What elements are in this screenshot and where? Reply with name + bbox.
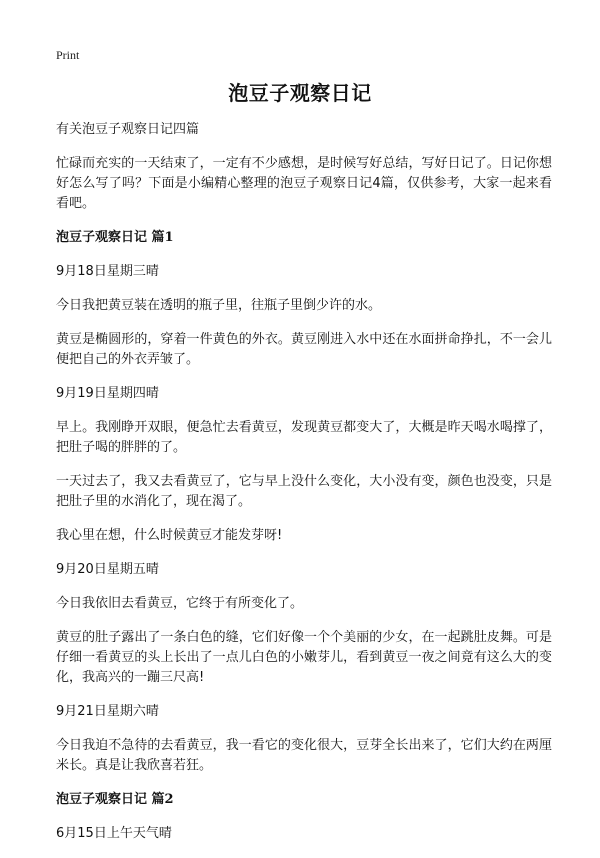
entry-date: 9月18日星期三晴 [56, 264, 159, 279]
section-heading-1: 泡豆子观察日记 篇1 [56, 230, 174, 245]
document-title: 泡豆子观察日记 [228, 81, 372, 105]
entry-paragraph: 我心里在想，什么时候黄豆才能发芽呀! [56, 528, 283, 543]
entry-paragraph: 今日我迫不急待的去看黄豆，我一看它的变化很大，豆芽全长出来了，它们大约在两厘米长。真是让我欣喜若狂。 [56, 738, 552, 773]
section-heading-2: 泡豆子观察日记 篇2 [56, 792, 174, 807]
intro-paragraph: 忙碌而充实的一天结束了，一定有不少感想，是时候写好总结，写好日记了。日记你想好怎么写了吗？下面是小编精心整理的泡豆子观察日记4篇，仅供参考，大家一起来看看吧。 [56, 156, 552, 211]
entry-paragraph: 早上。我刚睁开双眼，便急忙去看黄豆，发现黄豆都变大了，大概是昨天喝水喝撑了，把肚子喝的胖胖的了。 [56, 420, 552, 455]
entry-paragraph: 今日我依旧去看黄豆，它终于有所变化了。 [56, 596, 304, 611]
entry-paragraph: 今日我把黄豆装在透明的瓶子里，往瓶子里倒少许的水。 [56, 298, 382, 313]
document-body [56, 120, 552, 858]
entry-paragraph: 黄豆的肚子露出了一条白色的缝，它们好像一个个美丽的少女，在一起跳肚皮舞。可是仔细一看黄豆的头上长出了一点儿白色的小嫩芽儿，看到黄豆一夜之间竟有这么大的变化，我高兴的一蹦三尺高! [56, 630, 552, 685]
entry-date: 9月21日星期六晴 [56, 704, 159, 719]
print-label[interactable]: Print [56, 48, 80, 62]
entry-date: 6月15日上午天气晴 [56, 826, 172, 841]
entry-paragraph: 一天过去了，我又去看黄豆了，它与早上没什么变化，大小没有变，颜色也没变，只是把肚子里的水消化了，现在渴了。 [56, 474, 552, 509]
entry-paragraph: 黄豆是椭圆形的，穿着一件黄色的外衣。黄豆刚进入水中还在水面拼命挣扎，不一会儿便把自己的外衣弄皱了。 [56, 332, 552, 367]
subtitle: 有关泡豆子观察日记四篇 [56, 122, 200, 137]
entry-date: 9月20日星期五晴 [56, 562, 159, 577]
entry-date: 9月19日星期四晴 [56, 386, 159, 401]
